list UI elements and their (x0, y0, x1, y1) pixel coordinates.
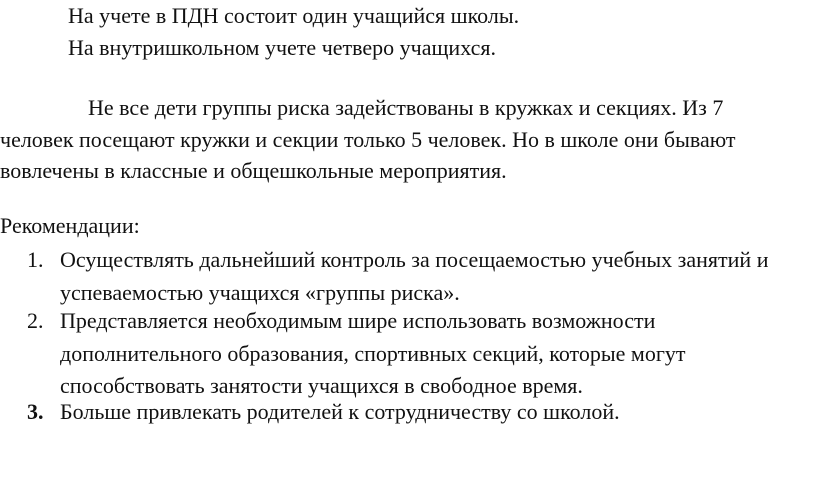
list-item-number: 3. (27, 399, 44, 424)
list-item-text (60, 246, 768, 311)
list-item-text (60, 398, 620, 431)
list-item-line: Больше привлекать родителей к сотрудничеству со школой. (60, 399, 620, 424)
recommendations-heading: Рекомендации: (0, 213, 140, 238)
paragraph-line-2: человек посещают кружки и секции только 5 человек. Но в школе они бывают (0, 127, 736, 152)
list-item-text (60, 307, 686, 405)
list-item-line: успеваемостью учащихся «группы риска». (60, 279, 460, 305)
text-line-pdn: На учете в ПДН состоит один учащийся школы. (68, 3, 520, 28)
list-item-line: Представляется необходимым шире использовать возможности (60, 308, 656, 333)
text-line-internal-register: На внутришкольном учете четверо учащихся. (68, 35, 496, 60)
paragraph-line-1: Не все дети группы риска задействованы в кружках и секциях. Из 7 (88, 95, 724, 120)
list-item-line: способствовать занятости учащихся в свободное время. (60, 373, 583, 398)
list-item-line: Осуществлять дальнейший контроль за посещаемостью учебных занятий и (60, 247, 769, 272)
list-item-number: 1. (27, 247, 44, 272)
paragraph-line-3: вовлечены в классные и общешкольные мероприятия. (0, 158, 507, 183)
list-item-number: 2. (27, 308, 44, 333)
list-item-line: дополнительного образования, спортивных секций, которые могут (60, 340, 686, 366)
